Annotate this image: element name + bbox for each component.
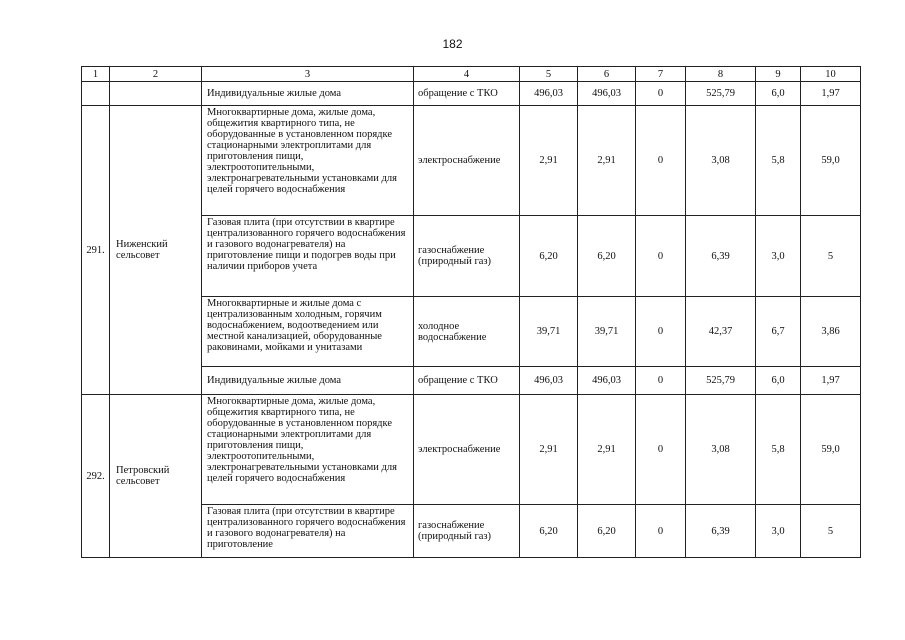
value-col5: 39,71 bbox=[520, 297, 578, 367]
housing-type: Газовая плита (при отсутствии в квартире централизованного горячего водоснабжения и газового водонагревателя) на приготовление bbox=[202, 505, 414, 558]
value-col8: 3,08 bbox=[686, 395, 756, 505]
value-col8: 6,39 bbox=[686, 505, 756, 558]
housing-type: Многоквартирные дома, жилые дома, общежития квартирного типа, не оборудованные в установленном порядке стационарными электроплитами для приготовления пищи, электроотопительными, электронагревательными установками для целей горячего водоснабжения bbox=[202, 395, 414, 505]
housing-type: Индивидуальные жилые дома bbox=[202, 367, 414, 395]
service-type: электроснабжение bbox=[414, 106, 520, 216]
value-col10: 5 bbox=[801, 216, 861, 297]
value-col8: 3,08 bbox=[686, 106, 756, 216]
value-col10: 3,86 bbox=[801, 297, 861, 367]
col-header: 8 bbox=[686, 67, 756, 82]
value-col6: 496,03 bbox=[578, 82, 636, 106]
value-col8: 42,37 bbox=[686, 297, 756, 367]
value-col7: 0 bbox=[636, 505, 686, 558]
housing-type: Индивидуальные жилые дома bbox=[202, 82, 414, 106]
value-col5: 2,91 bbox=[520, 395, 578, 505]
table-row bbox=[82, 106, 861, 216]
col-header: 9 bbox=[756, 67, 801, 82]
value-col7: 0 bbox=[636, 106, 686, 216]
col-header: 1 bbox=[82, 67, 110, 82]
table-row bbox=[82, 82, 861, 106]
header-row bbox=[82, 67, 861, 82]
service-type: газоснабжение (природный газ) bbox=[414, 505, 520, 558]
col-header: 2 bbox=[110, 67, 202, 82]
value-col9: 6,0 bbox=[756, 82, 801, 106]
value-col6: 39,71 bbox=[578, 297, 636, 367]
value-col9: 6,0 bbox=[756, 367, 801, 395]
value-col9: 5,8 bbox=[756, 395, 801, 505]
value-col10: 59,0 bbox=[801, 106, 861, 216]
row-number: 292. bbox=[82, 395, 110, 558]
value-col7: 0 bbox=[636, 297, 686, 367]
value-col9: 6,7 bbox=[756, 297, 801, 367]
value-col8: 525,79 bbox=[686, 367, 756, 395]
value-col9: 3,0 bbox=[756, 216, 801, 297]
col-header: 5 bbox=[520, 67, 578, 82]
value-col7: 0 bbox=[636, 395, 686, 505]
settlement-name: Петровский сельсовет bbox=[110, 395, 202, 558]
value-col5: 496,03 bbox=[520, 367, 578, 395]
row-number: 291. bbox=[82, 106, 110, 395]
value-col10: 5 bbox=[801, 505, 861, 558]
value-col10: 1,97 bbox=[801, 82, 861, 106]
housing-type: Многоквартирные и жилые дома с централизованным холодным, горячим водоснабжением, водоотведением или местной канализацией, оборудованные раковинами, мойками и унитазами bbox=[202, 297, 414, 367]
col-header: 4 bbox=[414, 67, 520, 82]
value-col5: 6,20 bbox=[520, 216, 578, 297]
value-col5: 2,91 bbox=[520, 106, 578, 216]
row-number-cell bbox=[82, 82, 110, 106]
service-type: обращение с ТКО bbox=[414, 367, 520, 395]
value-col6: 2,91 bbox=[578, 106, 636, 216]
value-col7: 0 bbox=[636, 216, 686, 297]
table-row bbox=[82, 395, 861, 505]
housing-type: Многоквартирные дома, жилые дома, общежития квартирного типа, не оборудованные в установленном порядке стационарными электроплитами для приготовления пищи, электроотопительными, электронагревательными установками для целей горячего водоснабжения bbox=[202, 106, 414, 216]
value-col7: 0 bbox=[636, 82, 686, 106]
value-col5: 6,20 bbox=[520, 505, 578, 558]
service-type: газоснабжение (природный газ) bbox=[414, 216, 520, 297]
value-col6: 2,91 bbox=[578, 395, 636, 505]
value-col7: 0 bbox=[636, 367, 686, 395]
housing-type: Газовая плита (при отсутствии в квартире централизованного горячего водоснабжения и газового водонагревателя) на приготовление пищи и подогрев воды при наличии приборов учета bbox=[202, 216, 414, 297]
settlement-name: Ниженский сельсовет bbox=[110, 106, 202, 395]
value-col6: 496,03 bbox=[578, 367, 636, 395]
value-col6: 6,20 bbox=[578, 216, 636, 297]
value-col9: 3,0 bbox=[756, 505, 801, 558]
service-type: обращение с ТКО bbox=[414, 82, 520, 106]
settlement-cell bbox=[110, 82, 202, 106]
col-header: 6 bbox=[578, 67, 636, 82]
value-col8: 6,39 bbox=[686, 216, 756, 297]
value-col9: 5,8 bbox=[756, 106, 801, 216]
service-type: холодное водоснабжение bbox=[414, 297, 520, 367]
value-col10: 1,97 bbox=[801, 367, 861, 395]
value-col8: 525,79 bbox=[686, 82, 756, 106]
tariff-table bbox=[81, 66, 861, 558]
col-header: 10 bbox=[801, 67, 861, 82]
value-col6: 6,20 bbox=[578, 505, 636, 558]
col-header: 7 bbox=[636, 67, 686, 82]
value-col5: 496,03 bbox=[520, 82, 578, 106]
col-header: 3 bbox=[202, 67, 414, 82]
value-col10: 59,0 bbox=[801, 395, 861, 505]
service-type: электроснабжение bbox=[414, 395, 520, 505]
page-number: 182 bbox=[442, 37, 463, 51]
